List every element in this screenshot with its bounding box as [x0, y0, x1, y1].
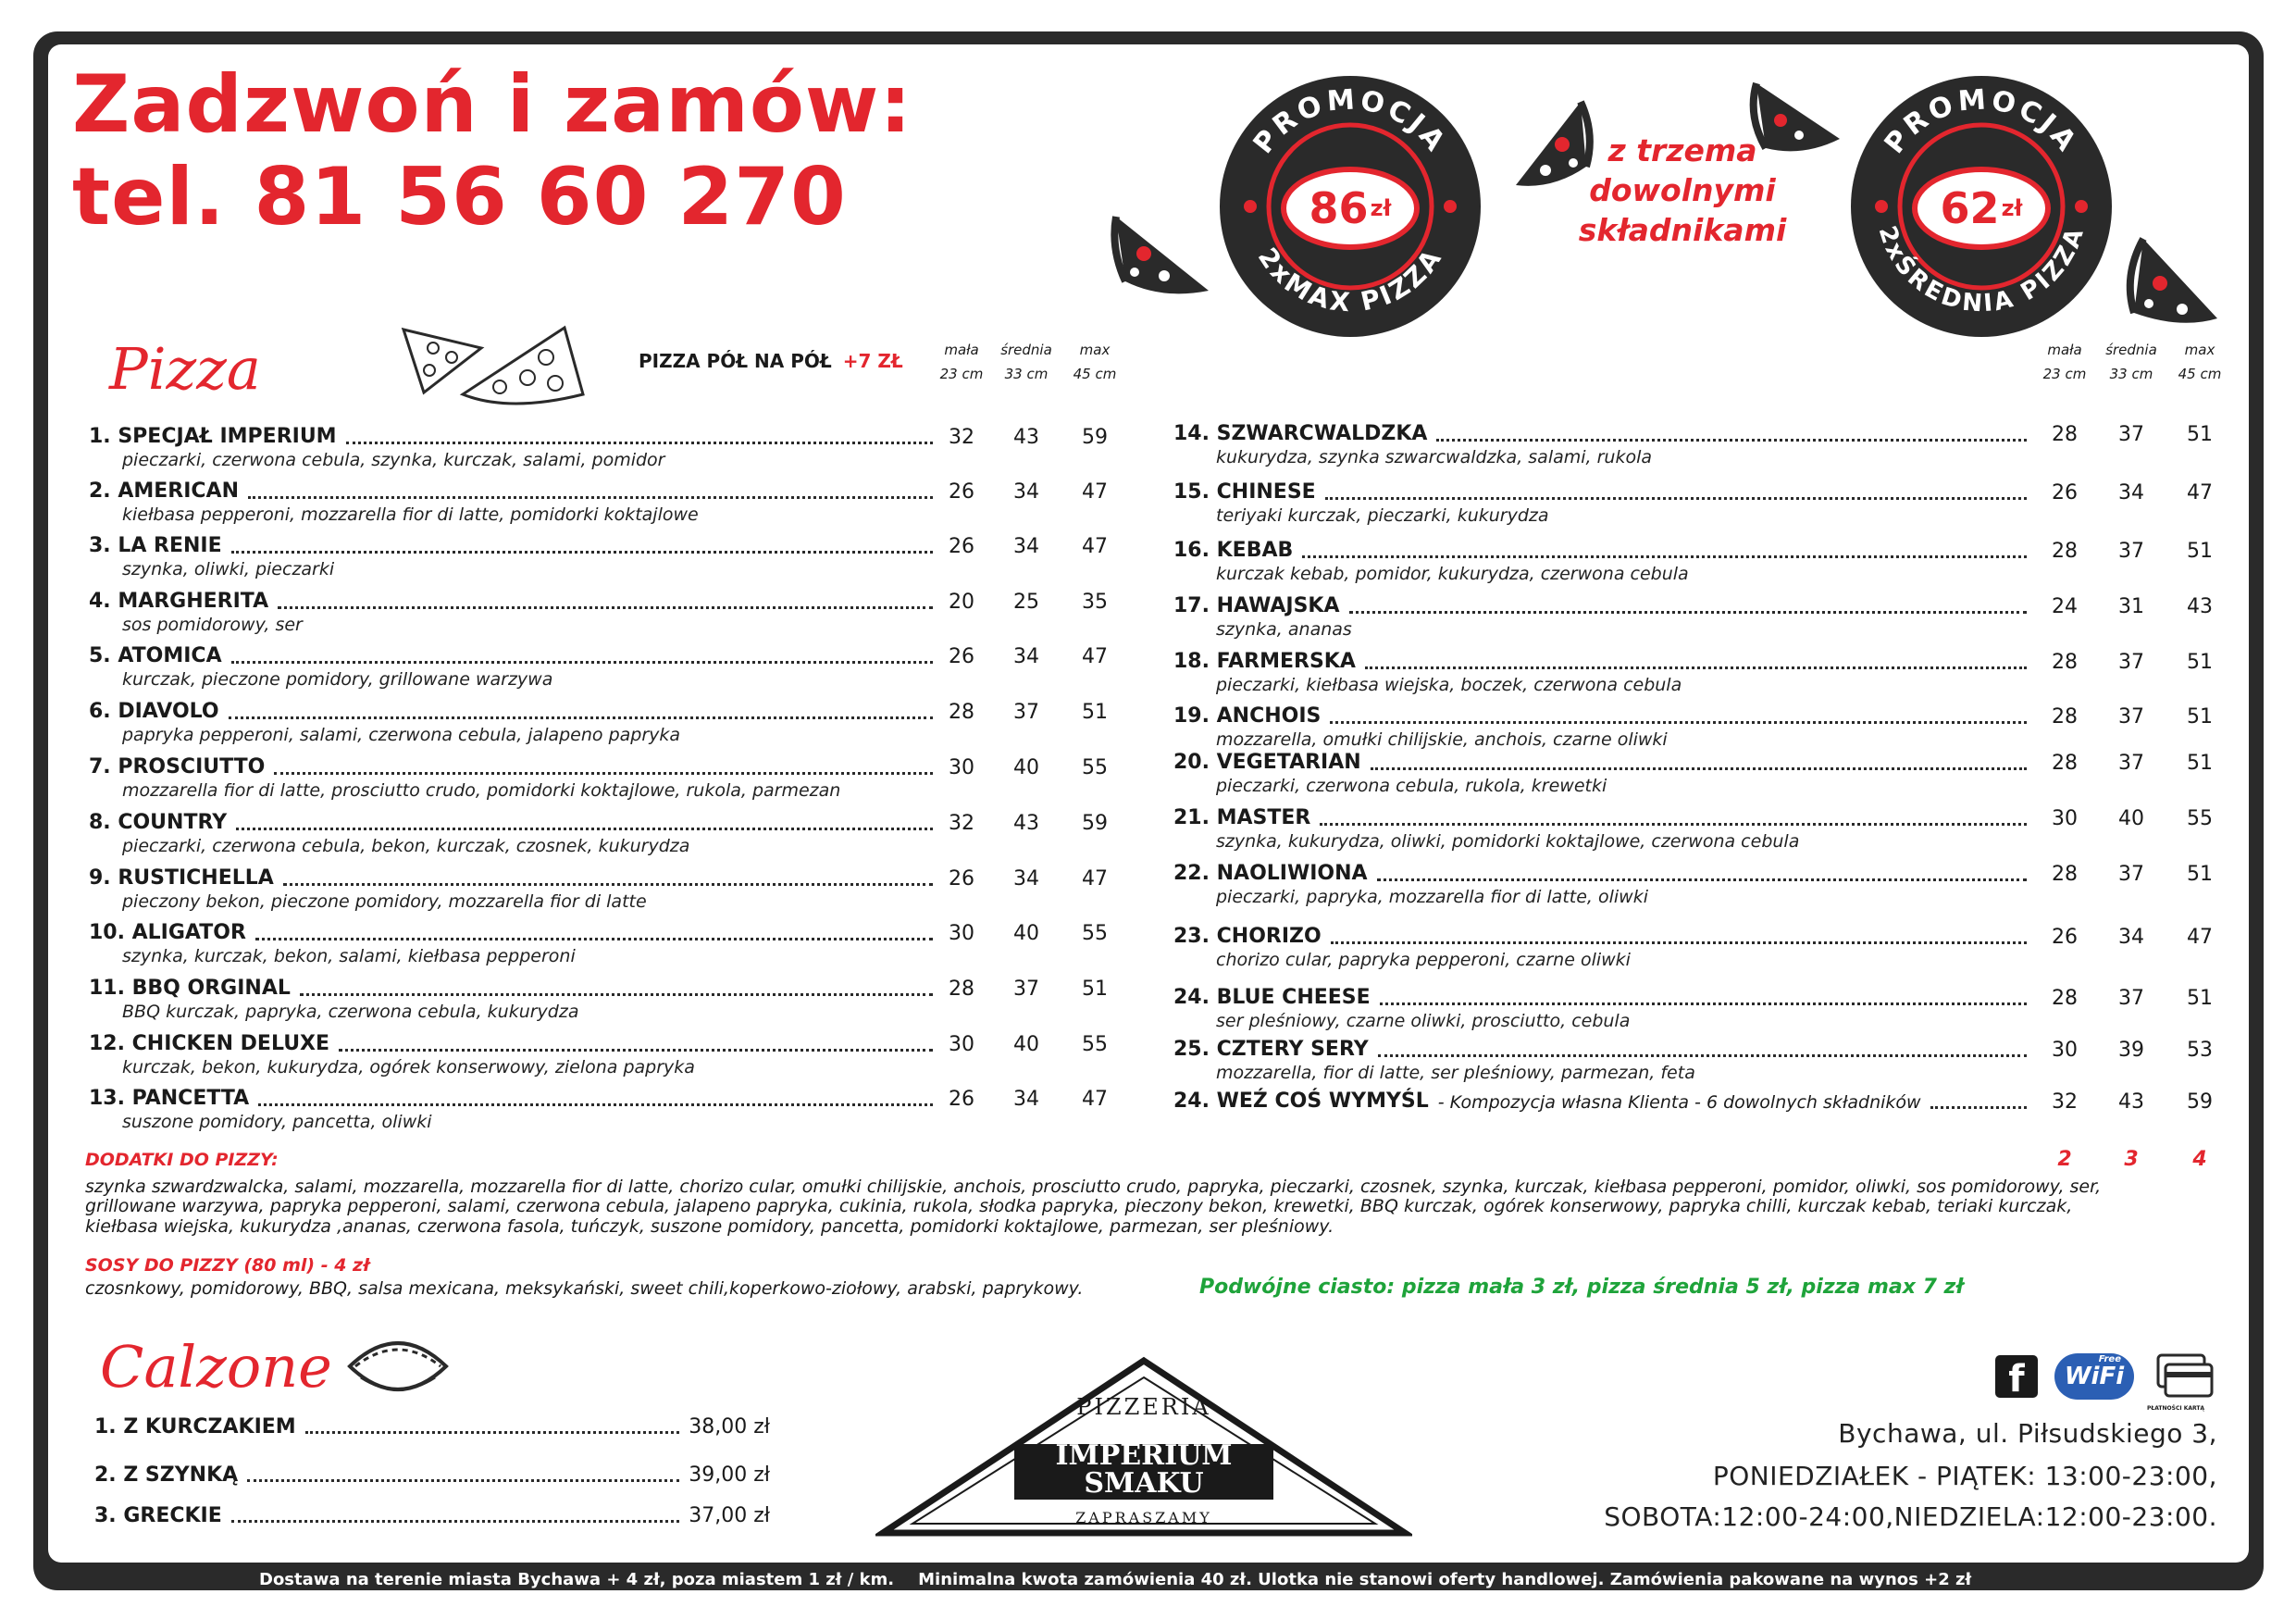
- pizza-name: 17. HAWAJSKA: [1173, 594, 1340, 617]
- price-medium: 40: [1013, 756, 1039, 779]
- promo-badge-max-bottom-text: 2xMAX PIZZA: [1251, 242, 1449, 318]
- pizza-name: 8. COUNTRY: [89, 811, 228, 834]
- pizza-row[interactable]: [1173, 651, 2238, 701]
- pizza-row[interactable]: [89, 701, 1153, 751]
- price-small: 26: [949, 1088, 974, 1111]
- pizza-name: 13. PANCETTA: [89, 1087, 250, 1110]
- pizza-section-title: Pizza: [109, 335, 261, 403]
- size-medium: średnia 33 cm: [1000, 342, 1052, 382]
- price-medium: 34: [1013, 867, 1039, 890]
- price-small: 32: [949, 812, 974, 835]
- pizza-name: 11. BBQ ORGINAL: [89, 977, 291, 1000]
- double-dough-note: Podwójne ciasto: pizza mała 3 zł, pizza średnia 5 zł, pizza max 7 zł: [1199, 1276, 1964, 1299]
- price-medium: 34: [1013, 535, 1039, 558]
- pizza-row[interactable]: [1173, 987, 2238, 1037]
- half-and-half-option: PIZZA PÓŁ NA PÓŁ +7 ZŁ: [639, 350, 903, 372]
- pizza-ingredients: ser pleśniowy, czarne oliwki, prosciutto, cebula: [1216, 1011, 1631, 1031]
- price-medium: 40: [1013, 1033, 1039, 1056]
- dot-leader: [300, 993, 933, 996]
- addon-price-max: 4: [2192, 1148, 2207, 1171]
- addon-price-medium: 3: [2124, 1148, 2139, 1171]
- pizza-row[interactable]: [89, 426, 1153, 476]
- dot-leader: [1302, 555, 2027, 558]
- pizza-row[interactable]: [1173, 1039, 2238, 1089]
- calzone-icon: [342, 1329, 453, 1413]
- price-max: 47: [1082, 535, 1108, 558]
- price-small: 24: [2052, 595, 2078, 618]
- price-small: 28: [2052, 752, 2078, 775]
- calzone-name: 1. Z KURCZAKIEM: [94, 1415, 296, 1438]
- pizza-name: 16. KEBAB: [1173, 539, 1294, 562]
- pizza-name: 12. CHICKEN DELUXE: [89, 1032, 330, 1055]
- sauces-list: czosnkowy, pomidorowy, BBQ, salsa mexicana, meksykański, sweet chili,koperkowo-ziołowy, arabski, paprykowy.: [85, 1278, 1084, 1299]
- price-small: 30: [949, 756, 974, 779]
- pizza-name: 2. AMERICAN: [89, 479, 239, 503]
- dot-leader: [236, 828, 933, 830]
- dot-leader: [283, 883, 933, 886]
- promo-badge-max: [1220, 76, 1481, 337]
- price-medium: 31: [2118, 595, 2144, 618]
- pizza-row[interactable]: [1173, 540, 2238, 590]
- promo-badge-medium-top-text: PROMOCJA: [1878, 83, 2085, 160]
- price-small: 26: [2052, 481, 2078, 504]
- price-small: 28: [949, 978, 974, 1001]
- pizza-name: 24. BLUE CHEESE: [1173, 986, 1371, 1009]
- pizza-slice-icon: [2116, 230, 2227, 331]
- price-max: 55: [1082, 756, 1108, 779]
- pizza-name: 15. CHINESE: [1173, 480, 1316, 504]
- pizza-ingredients: pieczarki, czerwona cebula, szynka, kurczak, salami, pomidor: [122, 450, 665, 470]
- size-medium: średnia 33 cm: [2105, 342, 2157, 382]
- facebook-icon[interactable]: f: [1995, 1355, 2038, 1398]
- call-to-order-heading: Zadzwoń i zamów:: [72, 58, 912, 151]
- address-line: Bychawa, ul. Piłsudskiego 3,: [1838, 1418, 2217, 1449]
- price-small: 28: [2052, 705, 2078, 729]
- pizza-name: 4. MARGHERITA: [89, 590, 269, 613]
- price-max: 43: [2187, 595, 2213, 618]
- promo-badge-max-top-text: PROMOCJA: [1247, 83, 1454, 160]
- calzone-section-title: Calzone: [100, 1333, 332, 1401]
- price-medium: 43: [1013, 812, 1039, 835]
- dot-leader: [1331, 941, 2027, 944]
- price-max: 47: [1082, 645, 1108, 668]
- dot-leader: [1380, 1003, 2027, 1005]
- price-small: 26: [949, 480, 974, 504]
- card-payment-label: PŁATNOŚCI KARTĄ: [2147, 1405, 2205, 1412]
- dot-leader: [1325, 497, 2027, 500]
- calzone-price: 39,00 zł: [689, 1463, 770, 1487]
- price-small: 26: [2052, 926, 2078, 949]
- pizza-ingredients: chorizo cular, papryka pepperoni, czarne oliwki: [1216, 950, 1631, 970]
- logo-name-line2: SMAKU: [1084, 1467, 1204, 1500]
- price-small: 32: [2052, 1090, 2078, 1114]
- dot-leader: [1930, 1106, 2027, 1109]
- price-small: 30: [2052, 807, 2078, 830]
- price-small: 30: [949, 1033, 974, 1056]
- calzone-name: 3. GRECKIE: [94, 1504, 222, 1527]
- price-max: 51: [1082, 978, 1108, 1001]
- price-max: 47: [2187, 481, 2213, 504]
- sauces-title: SOSY DO PIZZY (80 ml) - 4 zł: [85, 1255, 370, 1276]
- pizza-row[interactable]: [89, 591, 1153, 641]
- price-medium: 39: [2118, 1039, 2144, 1062]
- price-medium: 43: [2118, 1090, 2144, 1114]
- price-max: 35: [1082, 591, 1108, 614]
- dot-leader: [346, 442, 933, 444]
- price-max: 51: [2187, 987, 2213, 1010]
- payment-card-icon: [2154, 1351, 2215, 1400]
- price-medium: 37: [2118, 540, 2144, 563]
- pizza-ingredients: szynka, oliwki, pieczarki: [122, 559, 335, 579]
- pizza-custom-note: - Kompozycja własna Klienta - 6 dowolnych składników: [1437, 1092, 1921, 1113]
- pizza-row[interactable]: [89, 1088, 1153, 1138]
- pizza-name: 5. ATOMICA: [89, 644, 222, 667]
- price-small: 20: [949, 591, 974, 614]
- pizza-ingredients: szynka, kurczak, bekon, salami, kiełbasa pepperoni: [122, 946, 576, 966]
- calzone-row[interactable]: [94, 1411, 770, 1438]
- price-max: 51: [2187, 752, 2213, 775]
- pizza-name: 23. CHORIZO: [1173, 925, 1322, 948]
- price-max: 47: [1082, 1088, 1108, 1111]
- dot-leader: [258, 1103, 933, 1106]
- promo-badge-medium-price: 62 zł: [1912, 167, 2051, 250]
- price-max: 59: [1082, 812, 1108, 835]
- price-small: 32: [949, 426, 974, 449]
- price-max: 55: [2187, 807, 2213, 830]
- pizza-name: 24. WEŹ COŚ WYMYŚL: [1173, 1090, 1429, 1113]
- price-small: 28: [2052, 540, 2078, 563]
- pizza-ingredients: pieczony bekon, pieczone pomidory, mozzarella fior di latte: [122, 891, 647, 912]
- pizza-row[interactable]: [89, 922, 1153, 972]
- price-max: 51: [2187, 423, 2213, 446]
- pizza-name: 10. ALIGATOR: [89, 921, 246, 944]
- logo-name-line1: IMPERIUM: [1055, 1439, 1233, 1472]
- pizza-ingredients: szynka, ananas: [1216, 619, 1352, 640]
- pizza-ingredients: szynka, kukurydza, oliwki, pomidorki koktajlowe, czerwona cebula: [1216, 831, 1800, 852]
- price-small: 30: [2052, 1039, 2078, 1062]
- price-small: 26: [949, 535, 974, 558]
- price-medium: 34: [2118, 926, 2144, 949]
- price-medium: 37: [1013, 978, 1039, 1001]
- pizza-name: 14. SZWARCWALDZKA: [1173, 422, 1428, 445]
- pizza-row[interactable]: [1173, 807, 2238, 857]
- addons-title: DODATKI DO PIZZY:: [85, 1150, 279, 1170]
- pizza-name: 3. LA RENIE: [89, 534, 222, 557]
- pizza-row[interactable]: [89, 535, 1153, 585]
- price-small: 26: [949, 867, 974, 890]
- calzone-row[interactable]: [94, 1459, 770, 1487]
- addon-price-small: 2: [2057, 1148, 2072, 1171]
- dot-leader: [247, 1479, 679, 1482]
- pizza-row[interactable]: [1173, 423, 2238, 473]
- price-medium: 37: [2118, 987, 2144, 1010]
- price-small: 28: [2052, 651, 2078, 674]
- pizza-ingredients: suszone pomidory, pancetta, oliwki: [122, 1112, 432, 1132]
- pizza-ingredients: kurczak, bekon, kukurydza, ogórek konserwowy, zielona papryka: [122, 1057, 695, 1077]
- price-max: 47: [1082, 867, 1108, 890]
- dot-leader: [229, 716, 933, 719]
- pizza-ingredients: kurczak kebab, pomidor, kukurydza, czerwona cebula: [1216, 564, 1689, 584]
- pizza-row[interactable]: [89, 645, 1153, 695]
- pizza-ingredients: teriyaki kurczak, pieczarki, kukurydza: [1216, 505, 1549, 526]
- hours-weekdays: PONIEDZIAŁEK - PIĄTEK: 13:00-23:00,: [1712, 1461, 2217, 1491]
- price-small: 28: [949, 701, 974, 724]
- size-max: max 45 cm: [2178, 342, 2222, 382]
- dot-leader: [1320, 823, 2027, 826]
- pizza-name: 1. SPECJAŁ IMPERIUM: [89, 425, 337, 448]
- price-medium: 34: [1013, 645, 1039, 668]
- dot-leader: [1330, 721, 2027, 724]
- pizza-name: 9. RUSTICHELLA: [89, 866, 274, 890]
- promo-note: z trzema dowolnymi składnikami: [1578, 132, 1787, 248]
- dot-leader: [1365, 666, 2027, 669]
- svg-text:2xMAX PIZZA: [1252, 243, 1448, 318]
- price-small: 28: [2052, 423, 2078, 446]
- logo-welcome-text: ZAPRASZAMY: [1075, 1509, 1212, 1526]
- pizza-row[interactable]: [1173, 752, 2238, 802]
- promo-badge-medium: [1851, 76, 2112, 337]
- pizza-row[interactable]: [1173, 705, 2238, 755]
- price-max: 51: [2187, 705, 2213, 729]
- price-medium: 34: [1013, 480, 1039, 504]
- pizza-ingredients: pieczarki, czerwona cebula, bekon, kurczak, czosnek, kukurydza: [122, 836, 690, 856]
- calzone-price: 38,00 zł: [689, 1415, 770, 1438]
- promo-badge-medium-bottom-text: 2xŚREDNIA PIZZA: [1872, 222, 2091, 318]
- pizza-ingredients: pieczarki, kiełbasa wiejska, boczek, czerwona cebula: [1216, 675, 1682, 695]
- price-medium: 34: [2118, 481, 2144, 504]
- pizza-ingredients: mozzarella, omułki chilijskie, anchois, czarne oliwki: [1216, 729, 1668, 750]
- price-max: 51: [2187, 540, 2213, 563]
- pizza-slice-icon: [1107, 198, 1218, 300]
- dot-leader: [231, 1520, 679, 1523]
- size-small: mała 23 cm: [939, 342, 984, 382]
- dot-leader: [1436, 439, 2027, 442]
- price-medium: 40: [2118, 807, 2144, 830]
- dot-leader: [1349, 611, 2028, 614]
- price-max: 55: [1082, 1033, 1108, 1056]
- dot-leader: [339, 1049, 933, 1052]
- phone-number[interactable]: tel. 81 56 60 270: [72, 151, 847, 243]
- price-small: 28: [2052, 987, 2078, 1010]
- pizza-row[interactable]: [1173, 595, 2238, 645]
- pizza-name: 22. NAOLIWIONA: [1173, 862, 1368, 885]
- dot-leader: [1377, 878, 2027, 881]
- pizza-name: 6. DIAVOLO: [89, 700, 219, 723]
- price-medium: 37: [2118, 423, 2144, 446]
- pizza-ingredients: pieczarki, papryka, mozzarella fior di latte, oliwki: [1216, 887, 1648, 907]
- pizza-row[interactable]: [89, 867, 1153, 917]
- price-max: 47: [1082, 480, 1108, 504]
- pizza-row[interactable]: [89, 978, 1153, 1027]
- dot-leader: [1371, 767, 2027, 770]
- hours-weekend: SOBOTA:12:00-24:00,NIEDZIELA:12:00-23:00.: [1604, 1501, 2217, 1532]
- price-medium: 34: [1013, 1088, 1039, 1111]
- price-max: 51: [1082, 701, 1108, 724]
- price-medium: 43: [1013, 426, 1039, 449]
- price-small: 30: [949, 922, 974, 945]
- price-medium: 37: [2118, 752, 2144, 775]
- pizza-ingredients: kukurydza, szynka szwarcwaldzka, salami, rukola: [1216, 447, 1653, 467]
- price-medium: 40: [1013, 922, 1039, 945]
- wifi-icon: Free WiFi: [2054, 1353, 2134, 1400]
- pizza-name: 25. CZTERY SERY: [1173, 1038, 1369, 1061]
- price-max: 51: [2187, 863, 2213, 886]
- pizza-ingredients: sos pomidorowy, ser: [122, 615, 303, 635]
- dot-leader: [231, 551, 933, 554]
- calzone-name: 2. Z SZYNKĄ: [94, 1463, 239, 1487]
- dot-leader: [278, 606, 933, 609]
- pizza-row[interactable]: [89, 812, 1153, 862]
- calzone-row[interactable]: [94, 1500, 770, 1527]
- pizza-row[interactable]: [1173, 481, 2238, 531]
- pizza-name: 19. ANCHOIS: [1173, 704, 1322, 728]
- svg-text:PROMOCJA: [1879, 83, 2085, 160]
- price-max: 47: [2187, 926, 2213, 949]
- pizza-row[interactable]: [89, 756, 1153, 806]
- pizza-ingredients: pieczarki, czerwona cebula, rukola, krewetki: [1216, 776, 1607, 796]
- dot-leader: [1378, 1054, 2027, 1057]
- dot-leader: [255, 938, 933, 940]
- pizza-row[interactable]: [89, 1033, 1153, 1083]
- pizza-name: 7. PROSCIUTTO: [89, 755, 266, 778]
- dot-leader: [248, 496, 933, 499]
- size-small: mała 23 cm: [2042, 342, 2087, 382]
- dot-leader: [305, 1431, 680, 1434]
- size-max: max 45 cm: [1073, 342, 1117, 382]
- pizza-ingredients: papryka pepperoni, salami, czerwona cebula, jalapeno papryka: [122, 725, 681, 745]
- pizza-name: 20. VEGETARIAN: [1173, 751, 1361, 774]
- pizza-row[interactable]: [1173, 863, 2238, 913]
- pizza-slice-sketch-icon: [453, 320, 592, 413]
- dot-leader: [274, 772, 933, 775]
- addons-list: szynka szwardzwalcka, salami, mozzarella, mozzarella fior di latte, chorizo cular, omułki chilijskie, anchois, prosciutto crudo, papryka, pieczarki, czosnek, szynka, kurczak, kiełbasa pepperoni, pomidor, oliwki, sos pomidorowy, ser, grillowane warzywa, papryka pepperoni, salami, czerwona cebula, jalapeno papryka, cukinia, rukola, słodka papryka, pieczony bekon, krewetki, BBQ kurczak, ogórek konserwowy, papryka chilli, kurczak kebab, teriaki kurczak, kiełbasa wiejska, kukurydza ,ananas, czerwona fasola, tuńczyk, suszone pomidory, pancetta, pomidorki koktajlowe, parmezan, ser pleśniowy.: [85, 1177, 2102, 1237]
- price-max: 59: [1082, 426, 1108, 449]
- price-medium: 25: [1013, 591, 1039, 614]
- pizza-row[interactable]: [89, 480, 1153, 530]
- price-max: 51: [2187, 651, 2213, 674]
- price-medium: 37: [2118, 863, 2144, 886]
- pizza-ingredients: kurczak, pieczone pomidory, grillowane warzywa: [122, 669, 553, 690]
- price-max: 53: [2187, 1039, 2213, 1062]
- pizza-ingredients: kiełbasa pepperoni, mozzarella fior di latte, pomidorki koktajlowe: [122, 504, 699, 525]
- pizza-ingredients: mozzarella, fior di latte, ser pleśniowy, parmezan, feta: [1216, 1063, 1695, 1083]
- price-medium: 37: [2118, 651, 2144, 674]
- price-medium: 37: [1013, 701, 1039, 724]
- price-small: 28: [2052, 863, 2078, 886]
- pizza-row[interactable]: [1173, 1090, 2238, 1140]
- promo-badge-max-price: 86 zł: [1281, 167, 1420, 250]
- calzone-price: 37,00 zł: [689, 1504, 770, 1527]
- price-max: 55: [1082, 922, 1108, 945]
- price-small: 26: [949, 645, 974, 668]
- pizza-name: 18. FARMERSKA: [1173, 650, 1356, 673]
- price-max: 59: [2187, 1090, 2213, 1114]
- dot-leader: [231, 661, 933, 664]
- logo-pizzeria-text: PIZZERIA: [1076, 1394, 1211, 1420]
- svg-text:PROMOCJA: [1247, 83, 1454, 160]
- footer-note: Dostawa na terenie miasta Bychawa + 4 zł, poza miastem 1 zł / km. Minimalna kwota zamówienia 40 zł. Ulotka nie stanowi oferty handlowej. Zamówienia pakowane na wynos +2 zł: [259, 1570, 1972, 1589]
- pizza-ingredients: BBQ kurczak, papryka, czerwona cebula, kukurydza: [122, 1002, 579, 1022]
- pizza-row[interactable]: [1173, 926, 2238, 976]
- pizza-ingredients: mozzarella fior di latte, prosciutto crudo, pomidorki koktajlowe, rukola, parmezan: [122, 780, 841, 801]
- price-medium: 37: [2118, 705, 2144, 729]
- pizza-name: 21. MASTER: [1173, 806, 1311, 829]
